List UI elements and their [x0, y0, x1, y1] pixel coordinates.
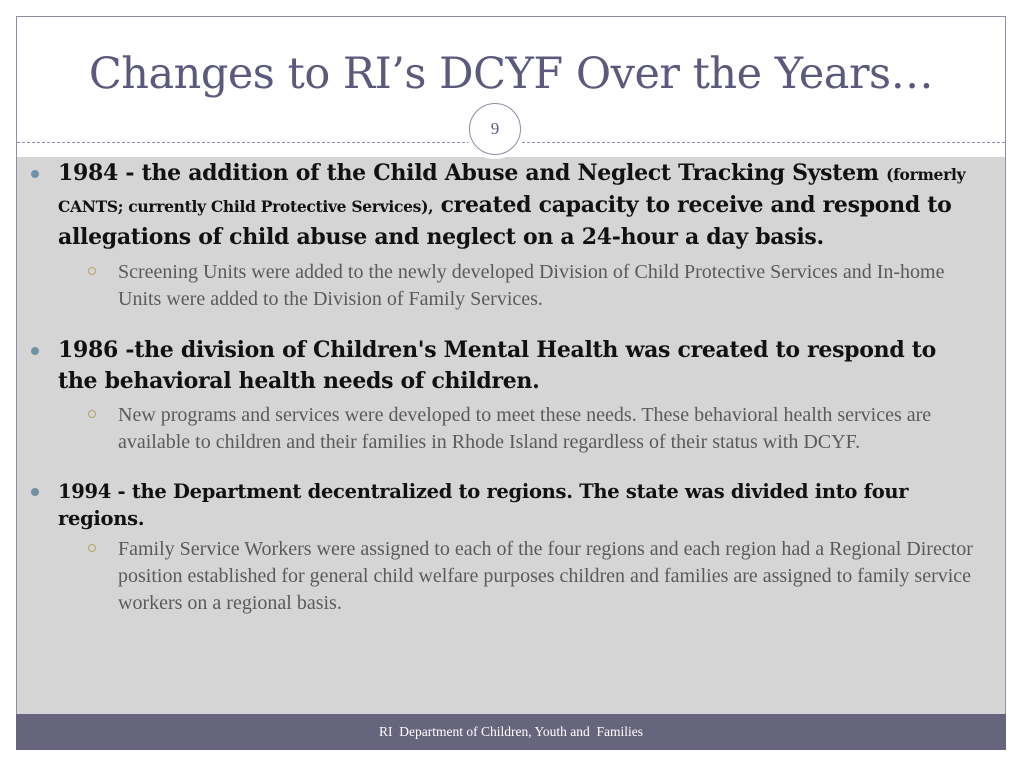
bullet-item-1986: [28, 335, 974, 456]
bullet-item-1994: [28, 478, 974, 617]
bullet-heading-rest: created capacity to receive and respond to allegations of child abuse and neglect on a 24-hour a day basis.: [58, 192, 952, 250]
slide-footer: RI Department of Children, Youth and Families: [16, 714, 1006, 750]
bullet-list: [28, 158, 974, 617]
page-number-badge: [465, 99, 525, 159]
bullet-dot-icon: [31, 347, 39, 355]
sub-bullet: [88, 259, 974, 313]
sub-bullet-text: Family Service Workers were assigned to each of the four regions and each region had a Regional Director position established for general child welfare purposes children and families are assigned to family service workers on a regional basis.: [118, 538, 973, 614]
sub-bullet-ring-icon: [88, 544, 96, 552]
sub-bullet-text: New programs and services were developed to meet these needs. These behavioral health services are available to children and their families in Rhode Island regardless of their status with DCYF.: [118, 404, 932, 453]
sub-bullet-ring-icon: [88, 267, 96, 275]
bullet-dot-icon: [31, 170, 39, 178]
bullet-heading: 1984 - the addition of the Child Abuse and Neglect Tracking System: [58, 160, 879, 186]
bullet-item-1984: [28, 158, 974, 313]
slide-title: Changes to RI’s DCYF Over the Years…: [88, 49, 934, 99]
sub-bullet-ring-icon: [88, 410, 96, 418]
sub-bullet: [88, 536, 974, 617]
sub-bullet: [88, 402, 974, 456]
page-number: 9: [469, 103, 521, 155]
bullet-parenthetical: (formerly CANTS; currently Child Protective Services),: [58, 165, 966, 216]
bullet-main-text: 1994 - the Department decentralized to regions. The state was divided into four regions.: [58, 480, 909, 530]
sub-bullet-text: Screening Units were added to the newly developed Division of Child Protective Services and In-home Units were added to the Division of Family Services.: [118, 261, 945, 310]
bullet-dot-icon: [31, 488, 39, 496]
bullet-main-text: 1986 -the division of Children's Mental Health was created to respond to the behavioral health needs of children.: [58, 337, 937, 394]
bullet-main-text: [58, 158, 974, 253]
